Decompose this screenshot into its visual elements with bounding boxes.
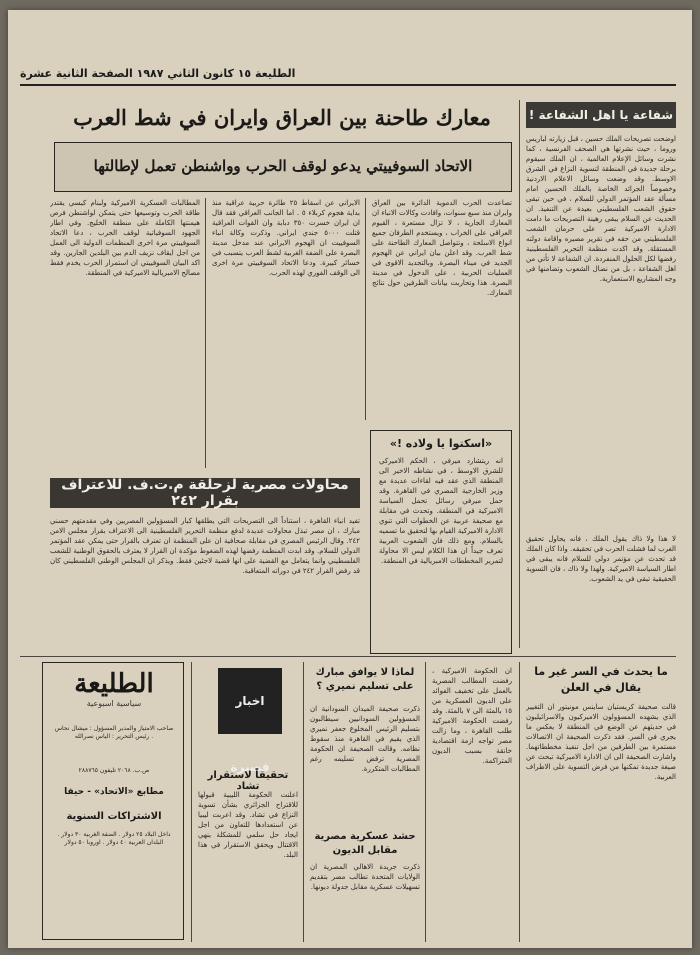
lead-column-2: الايراني عن اسقاط ٢٥ طائرة حربية عراقية منذ بداية هجوم كربلاء ٥ . اما الجانب العراقي فقد قال ان ايران خسرت ٣٥٠ دبابة وان القوات العراقية قتلت ٥٠٠٠ جندي ايراني. وذكرت وكالة انباء السوفييت ان الهجوم الايراني عند مدخل مدينة البصرة على الضفة الغربية لشط العرب يتسبب في خسائر كبيرة. ودعا الاتحاد السوفييتي مرة اخرى الى الوقف الفوري لهذه الحرب. xyxy=(212,199,360,277)
subscriptions-title: الاشتراكات السنوية xyxy=(66,811,162,822)
masthead-sub: سياسية اسبوعية xyxy=(86,699,142,708)
bottom-d-body: اعلنت الحكومة الليبية قبولها للاقتراح الجزائري بشأن تسوية النزاع في تشاد. وقد اعربت ليبيا عن استعدادها للتعاون من اجل ايجاد حل سلمي للمشكلة ينهي الاقتتال ويحقق الاستقرار في هذا البلد. xyxy=(198,791,298,859)
issue-header xyxy=(20,62,676,86)
issue-line: الطليعة ١٥ كانون الثاني ١٩٨٧ الصفحة الثانية عشرة xyxy=(20,66,296,80)
masthead-info: صاحب الامتياز والمدير المسؤول : ميشال نحاس . رئيس التحرير : الياس نصرالله xyxy=(54,725,174,740)
column-rule xyxy=(519,100,520,648)
bottom-d-title: تحقيقاً لاستقرار تشاد xyxy=(207,770,289,792)
bottom-e-body: ذكرت جريدة الاهالي المصرية ان الولايات المتحدة تطالب مصر بتقديم تسهيلات عسكرية مقابل جدولة ديونها. xyxy=(310,863,420,891)
bottom-a-body: قالت صحيفة كريستيان ساينس مونيتور ان التغيير الذي يشهده المسؤولون الاميركيون والاسرائيليون في حديثهم عن الوضع في المنطقة لا يعكس ما يجري في السر. فقد ذكرت الصحيفة ان الاتصالات مستمرة بين الطرفين من اجل تنفيذ مخططاتهما. واشارت الصحيفة الى ان الادارة الاميركية تبحث عن صيغة جديدة تمكنها من فرض التسوية على الاطراف العربية. xyxy=(526,703,676,781)
column-rule xyxy=(303,662,304,942)
masthead-name: الطليعة xyxy=(74,669,154,699)
editorial-body: اوضحت تصريحات الملك حسين ، قبل زيارته لباريس وروما ، حيث نشرتها هي الصحف الفرنسية ، كما نشرت وسائل الإعلام العالمية ، ان الملك سيقوم برحلة جديدة في المنطقة لتسوية النزاع في الشرق الاوسط. وقد وضعت وسائل الاعلام الاردنية وخصوصاً الجرائد الخاصة بالملك الحسين امام مسألة عقد المؤتمر الدولي للسلام ، في حين تبقى حقوق الشعب الفلسطيني بعيدة عن التنفيذ. ان الحديث عن السلام يبقى رهينة التصريحات ما دامت الادارة الاميركية تصر على حرمان الشعب الفلسطيني من حقه في تقرير مصيره واقامة دولته المستقلة. وقد اكدت منظمة التحرير الفلسطينية رفضها لكل الحلول المنفردة. ان الشفاعة لا تأتي من اهل الشفاعة ، بل من نضال الشعوب وتضامنها في وجه المشاريع الاستعمارية. xyxy=(526,135,676,283)
mid-body: تفيد انباء القاهرة ، استناداً الى التصريحات التي يطلقها كبار المسؤولين المصريين وفي مقدمتهم حسني مبارك ، ان مصر تبذل محاولات عديدة لدفع منظمة التحرير الفلسطينية الى الاعتراف بقرار مجلس الامن ٢٤٢. وقال الرئيس المصري في مقابلة صحافية ان على المنظمة ان تعترف بالقرار حتى يمكن عقد المؤتمر الدولي للسلام. وقد ابدت المنظمة رفضها لهذه الضغوط مؤكدة ان القرار لا يعترف بالحقوق الوطنية للشعب الفلسطيني وانما يتعامل مع القضية على انها قضية لاجئين فقط. ويذكر ان المجلس الوطني الفلسطيني كان قد رفض القرار ٢٤٢ في دوراته المتعاقبة. xyxy=(50,517,360,575)
lead-subheadline-box xyxy=(54,142,512,192)
column-rule xyxy=(191,662,192,942)
bottom-b-body: ان الحكومة الاميركية ، رفضت المطالب المصرية بالعمل على تخفيف الفوائد على الديون العسكرية من ١٥ بالمئة الى ٧ بالمئة. وقد رفضت الحكومة الاميركية طلب القاهرة ، وما زالت مصر تواجه ازمة اقتصادية خانقة بسبب الديون المتراكمة. xyxy=(432,667,512,765)
bottom-c-body: ذكرت صحيفة الميدان السودانية ان المسؤولين السودانيين سيطالبون بتسليم الرئيس المخلوع جعفر نميري الذي يقيم في القاهرة منذ سقوط نظامه. وقالت الصحيفة ان الحكومة المصرية ترفض تسليمه رغم المطالبات المتكررة. xyxy=(310,705,420,773)
column-rule xyxy=(205,198,206,468)
column-rule xyxy=(365,198,366,420)
masthead-box xyxy=(42,662,184,940)
bottom-a-title: ما يحدث في السر غير ما يقال في العلن xyxy=(534,665,668,694)
lead-subheadline: الاتحاد السوفييتي يدعو لوقف الحرب وواشنطن تعمل لإطالتها xyxy=(93,157,473,175)
subscriptions-body: داخل البلاد ٢٥ دولار . الضفة الغربية ٣٠ دولار . البلدان العربية ٤٠ دولار . اوروبا ٥٠ دولار xyxy=(57,831,171,846)
memorial-body: انه ريتشارد ميرفي ، الحكم الاميركي للشرق الاوسط ، في نشاطه الاخير الى المنطقة الذي عقد فيه لقاءات عديدة مع وزير الخارجية المصري في القاهرة. وقد حمل ميرفي رسائل تحمل السياسة الاميركية في المنطقة. وتحدث في مقابلة مع صحيفة عربية عن الخطوات التي تنوي الادارة الاميركية القيام بها لتحقيق ما تسميه بالسلام. ومع ذلك فان الشعوب العربية تعرف جيداً ان هذا الكلام ليس الا محاولة لتمرير المخططات الامبريالية في المنطقة. xyxy=(378,457,503,565)
bottom-c-title: لماذا لا يوافق مبارك على تسليم نميري ؟ xyxy=(315,667,415,692)
column-rule xyxy=(425,662,426,942)
lead-headline: معارك طاحنة بين العراق وايران في شط العرب xyxy=(73,105,491,130)
short-news-cut: اخبار قصيرة xyxy=(218,668,282,734)
editorial-body-continued: لا هذا ولا ذاك يقول الملك ، فانه يحاول تحقيق الغرب لما فشلت الحرب في تحقيقه. واذا كان الملك قد تحدث عن مؤتمر دولي للسلام فانه يبقى في اطار السياسة الاميركية. ولهذا ولا ذاك ، فان التسوية الحقيقية تبقى في يد الشعوب. xyxy=(526,535,676,583)
editorial-title: شفاعة يا اهل الشفاعة ! xyxy=(526,102,676,128)
masthead-phone: ص.ب. ٢٠٦٨ تليفون ٢٨٨٧٦٥ xyxy=(78,767,150,774)
masthead xyxy=(51,669,177,708)
column-rule xyxy=(519,662,520,942)
memorial-title: «اسكتوا يا ولاده !» xyxy=(389,437,493,450)
masthead-print: مطابع «الاتحاد» - حيفا xyxy=(64,787,164,797)
lead-column-3: المطالبات العسكرية الاميركية ولبنام كيسي يقتدر طاقة الحرب وتوسيعها حتى يتمكن لواشنطن فرص هيمنتها الكاملة على منطقة الخليج. وفي اطار الجهود السوفياتية لوقف الحرب ، دعا الاتحاد السوفييتي مرة اخرى المنظمات الدولية الى العمل من اجل ايقاف نزيف الدم بين البلدين الجارين. وقد اكد البيان السوفييتي ان استمرار الحرب يخدم فقط مصالح الامبريالية الاميركية في المنطقة. xyxy=(50,199,200,277)
mid-title: محاولات مصرية لزحلقة م.ت.ف. للاعتراف بقرار ٢٤٢ xyxy=(50,478,360,508)
section-rule xyxy=(20,656,676,657)
newspaper-page xyxy=(8,10,692,948)
memorial-box xyxy=(370,430,512,654)
lead-column-1: تصاعدت الحرب الدموية الدائرة بين العراق وايران منذ سبع سنوات، وافادت وكالات الانباء ان المعارك الجارية ، لا تزال مستعرة ، القيوم العراقي على الخراب ، ويستخدم الطرفان جميع انواع الاسلحة ، وتتواصل المعارك الطاحنة على شط العرب. وقد اعلن بيان ايراني عن الهجوم الجديد في ميناء البصرة. وبالتجديد الاقوى في العمليات الحربية ، على الدخول في مدينة البصرة. هذا وتحاربت بيانات الطرفين حول نتائج المعارك. xyxy=(372,199,512,297)
bottom-e-title: حشد عسكرية مصرية مقابل الديون xyxy=(314,831,416,856)
